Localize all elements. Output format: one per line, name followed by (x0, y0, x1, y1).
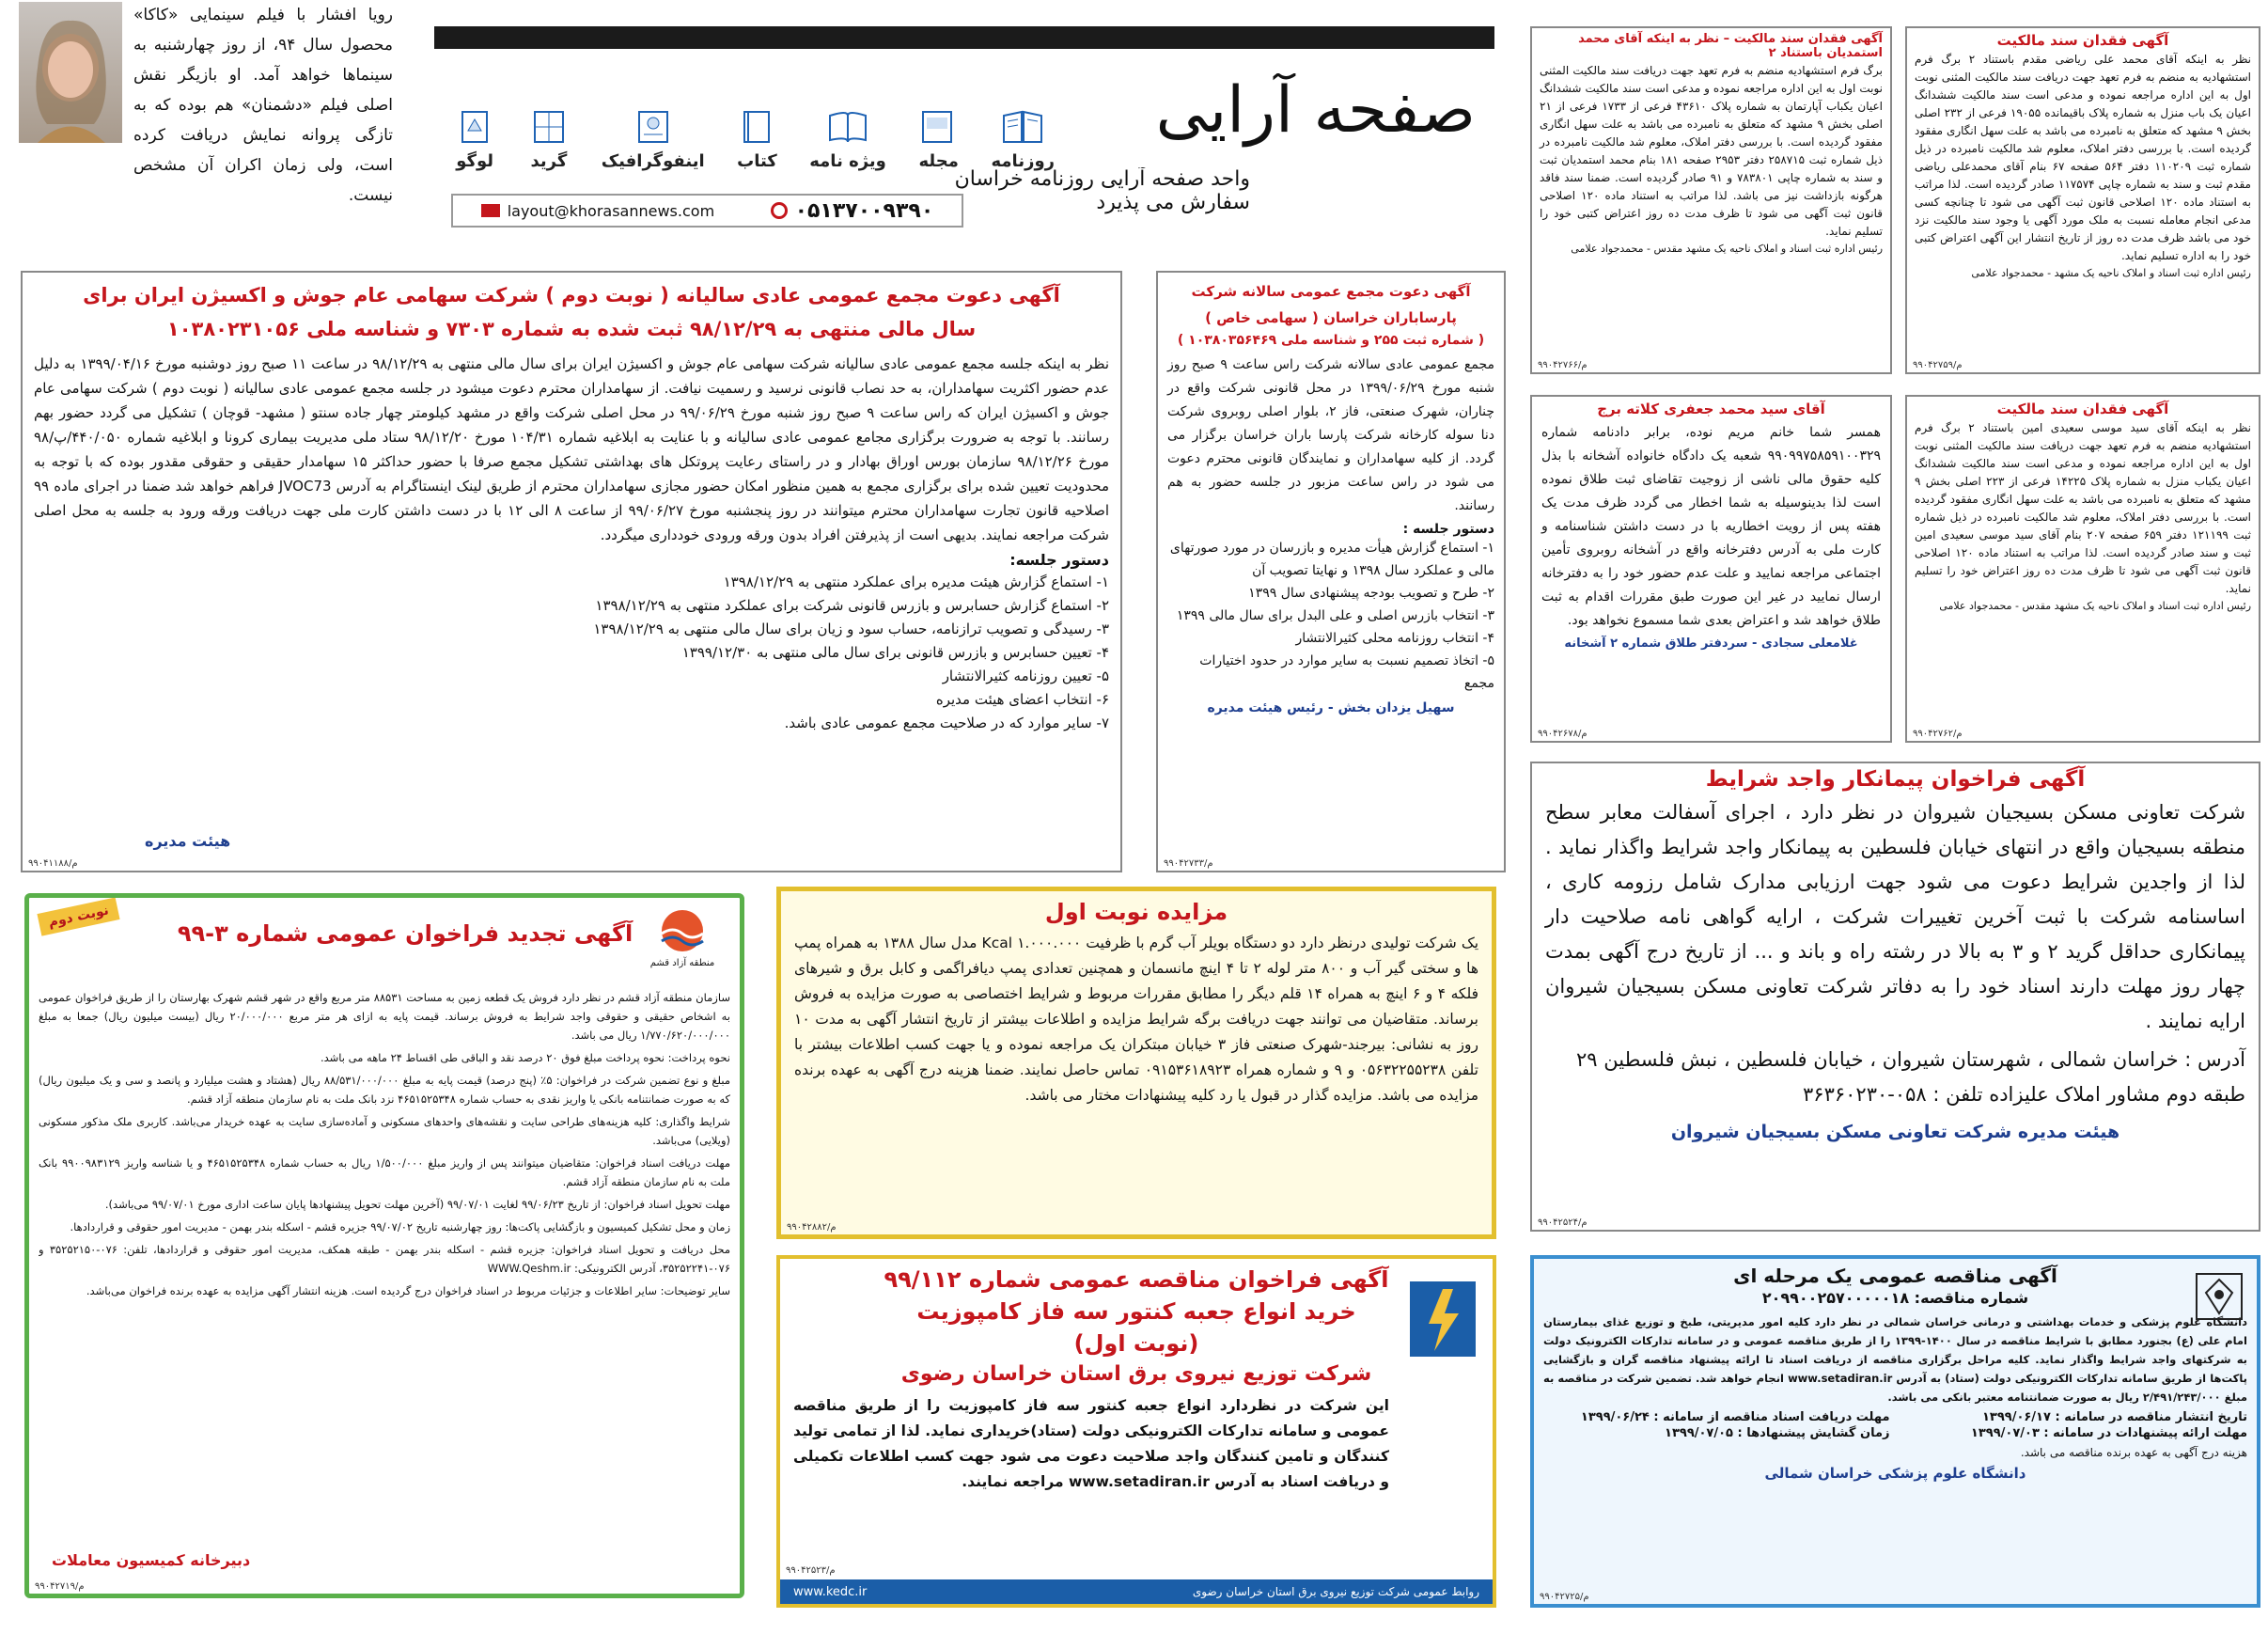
ad-address: آدرس : خراسان شمالی ، شهرستان شیروان ، خیابان فلسطین ، نبش فلسطین ۲۹ طبقه دوم مشاور املاک علیزاده تلفن : ۰۵۸-۳۶۳۶۰۲۳۰ (1576, 1048, 2245, 1106)
ad-title: آگهی فقدان سند مالکیت – نظر به اینکه آقای محمد استمدیان باستناد ۲ (1578, 32, 1883, 60)
ad-signature: هیئت مدیره شرکت تعاونی مسکن بسیجیان شیروان (1670, 1122, 2120, 1142)
ad-body: سازمان منطقه آزاد قشم در نظر دارد فروش یک قطعه زمین به مساحت ۸۸۵۳۱ متر مربع واقع در شهر قشم شهرک بهارستان را از طریق فراخوان عمومی به اشخاص حقیقی و حقوقی واجد شرایط به فروش برساند. قیمت پایه به ازای هر متر مربع ۲۰/۰۰۰/۰۰۰ ریال (بیست میلیون ریال) جمعا به مبلغ ۱/۷۷۰/۶۲۰/۰۰۰/۰۰۰ ریال می باشد. (39, 991, 730, 1042)
ad-lost-deed-3 (1905, 395, 2260, 743)
service-icons (453, 68, 1055, 171)
ad-lost-deed-2 (1530, 26, 1892, 374)
banner-subtitle-line2: سفارش می پذیرد (1096, 191, 1250, 214)
ad-title: آگهی تجدید فراخوان عمومی شماره ۳-۹۹ (177, 920, 633, 947)
banner-subtitle (955, 167, 1250, 214)
agenda-list (1158, 537, 1504, 695)
ad-code: ۹۹۰۴۲۷۶۶/م (1538, 360, 1588, 370)
ad-medical-tender (1530, 1255, 2260, 1608)
service-book (735, 108, 778, 171)
qeshm-logo-icon (654, 907, 711, 954)
ad-code: ۹۹۰۴۲۵۲۳/م (786, 1565, 836, 1576)
page-title: صفحه آرایی (1155, 73, 1476, 148)
org-logo (640, 907, 725, 982)
ad-subtitle: خرید انواع جعبه کنتور سه فاز کامپوزیت (916, 1298, 1356, 1325)
ad-signature: رئیس اداره ثبت اسناد و املاک ناحیه یک مشهد مقدس - محمدجواد علامی (1571, 243, 1883, 255)
org-name: منطقه آزاد قشم (649, 958, 715, 968)
ad-auction (776, 887, 1496, 1239)
service-label: اینفوگرافیک (601, 151, 705, 171)
ad-content (39, 988, 730, 1300)
ad-section: مهلت تحویل اسناد فراخوان: از تاریخ ۹۹/۰۶/۲۳ لغایت ۹۹/۰۷/۰۱ (آخرین مهلت تحویل پیشنهادها پایان ساعت اداری مورخ ۹۹/۰۷/۰۱ می‌باشد). (104, 1198, 730, 1211)
service-label: ویژه نامه (809, 151, 886, 171)
company-logo (1400, 1272, 1485, 1375)
ad-section: شرایط واگذاری: کلیه هزینه‌های طراحی سایت و نقشه‌های واحدهای مسکونی و آماده‌سازی سایت به عهده خریدار می‌باشد. کاربری ملک مذکور مسکونی (ویلایی) می‌باشد. (39, 1115, 730, 1147)
ad-title: مزایده نوبت اول (1044, 899, 1228, 925)
contact-email[interactable]: layout@khorasannews.com (507, 201, 715, 220)
ad-number: شماره مناقصه: ۲۰۹۹۰۰۲۵۷۰۰۰۰۰۱۸ (1761, 1289, 2029, 1307)
agenda-label: دستور جلسه : (1402, 522, 1494, 537)
logo-icon (453, 108, 496, 146)
agenda-item: ۲- طرح و تصویب بودجه پیشنهادی سال ۱۳۹۹ (1248, 586, 1494, 601)
cinema-news (19, 0, 393, 244)
ad-title: آگهی دعوت مجمع عمومی سالانه شرکت پارساباران خراسان ( سهامی خاص ) (1191, 283, 1471, 326)
ad-body: این شرکت در نظردارد انواع جعبه کنتور سه فاز کامپوزیت را از طریق مناقصه عمومی و سامانه تدارکات الکترونیکی دولت (ستاد)خریداری نماید. لذا از تمامی تولید کنندگان و تامین کنندگان واجد صلاحیت دعوت می شود جهت کسب اطلاعات تکمیلی و دریافت اسناد به آدرس www.setadiran.ir مراجعه نمایند. (793, 1397, 1389, 1490)
contact-phone[interactable]: ۰۵۱۳۷۰۰۹۳۹۰ (794, 198, 934, 223)
ad-section: مبلغ و نوع تضمین شرکت در فراخوان: ۵٪ (پنج درصد) قیمت پایه به مبلغ ۸۸/۵۳۱/۰۰۰/۰۰۰ ریال (هشتاد و هشت میلیارد و پانصد و سی و یک میلیون ریال) که به صورت ضمانتنامه بانکی یا واریز نقدی به حساب شماره ۴۶۵۱۵۲۵۳۴۸ نزد بانک ملت به نام سازمان منطقه آزاد قشم. (39, 1074, 730, 1106)
contact-bar (451, 194, 963, 228)
ad-body: دانشگاه علوم پزشکی و خدمات بهداشتی و درمانی خراسان شمالی در نظر دارد کلیه امور مدیریتی، طبخ و توزیع غذای بیمارستان امام علی (ع) بجنورد مطابق با شرایط مناقصه در سال ۱۴۰۰-۱۳۹۹ را از طریق مناقصه عمومی و در سامانه تدارکات الکترونیک دولت به شرکتهای واجد شرایط واگذار نماید. کلیه مراحل برگزاری مناقصه از دریافت اسناد تا ارائه پیشنهاد مناقصه گران و بازگشایی پاکت‌ها از طریق سامانه تدارکات الکترونیکی دولت (ستاد) به آدرس www.setadiran.ir انجام خواهد شد. تضمین شرکت در مناقصه به مبلغ ۲/۴۹۱/۲۴۳/۰۰۰ ریال به صورت ضمانتنامه معتبر بانکی می باشد. (1543, 1315, 2247, 1404)
ad-signature: دبیرخانه کمیسیون معاملات (52, 1551, 251, 1569)
service-label: مجله (918, 151, 959, 171)
ad-code: ۹۹۰۴۲۷۱۹/م (35, 1581, 85, 1592)
ad-signature: دانشگاه علوم پزشکی خراسان شمالی (1764, 1465, 2026, 1482)
ad-lost-deed-1 (1905, 26, 2260, 374)
ad-title: آگهی مناقصه عمومی یک مرحله ای (1733, 1265, 2057, 1287)
service-label: روزنامه (991, 151, 1055, 171)
ad-contractor-call (1530, 762, 2260, 1232)
agenda-item: ۳- انتخاب بازرس اصلی و علی البدل برای سال مالی ۱۳۹۹ (1176, 608, 1494, 623)
service-grid (527, 108, 571, 171)
ad-body: مجمع عمومی عادی سالانه شرکت راس ساعت ۹ صبح روز شنبه مورخ ۱۳۹۹/۰۶/۲۹ در محل قانونی شرکت واقع در چناران، شهرک صنعتی، فاز ۲، بلوار اصلی روبروی شرکت دنا سوله کارخانه شرکت پارسا باران خراسان برگزار می گردد. از کلیه سهامداران و نمایندگان قانونی محترم دعوت می شود در راس ساعت مزبور در جلسه حضور به هم رسانند. (1167, 357, 1494, 513)
ad-title: آگهی فقدان سند مالکیت (1996, 401, 2169, 417)
layout-banner (434, 26, 1494, 237)
ad-company: شرکت توزیع نیروی برق استان خراسان رضوی (900, 1362, 1372, 1386)
ad-qeshm-tender (24, 893, 744, 1598)
ad-code: ۹۹۰۴۲۸۸۲/م (787, 1222, 837, 1233)
ad-body: برگ فرم استشهادیه منضم به فرم تعهد جهت دریافت سند مالکیت المثنی نوبت اول به این اداره مراجعه نموده و مدعی است سند مالکیت ششدانگ اعیان یکباب آپارتمان به شماره پلاک ۴۳۶۱۰ فرعی از ۱۷۳۳ فرعی از ۲۱ اصلی بخش ۹ مشهد که متعلق به نامبرده می باشد به علت سهل انگاری مفقود گردیده است. با بررسی دفتر املاک، معلوم شد مالکیت نامبرده در ذیل شماره ثبت ۲۵۸۷۱۵ دفتر ۲۹۵۳ صفحه ۱۸۱ بنام محمد استمدیان ثبت و سند به شماره چاپی ۷۸۳۸۰۱ و ۹۱ صادر گردیده است. ضمنا سند فاقد هرگونه بازداشت نیز می باشد. لذا مراتب به استناد ماده ۱۲۰ اصلاحی قانون ثبت آگهی می شود تا ظرف مدت ده روز اعتراض کتبی خود را تسلیم نماید. (1540, 64, 1884, 238)
ad-oxygen-agm (21, 271, 1122, 872)
agenda-item: ۶- انتخاب اعضای هیئت مدیره (935, 691, 1109, 708)
agenda-item: ۴- انتخاب روزنامه محلی کثیرالانتشار (1295, 631, 1494, 646)
agenda-item: ۴- تعیین حسابرس و بازرس قانونی برای سال مالی منتهی به ۱۳۹۹/۱۲/۳۰ (681, 644, 1109, 661)
ad-code: ۹۹۰۴۲۷۳۳/م (1164, 858, 1213, 869)
ad-title: آگهی فراخوان مناقصه عمومی شماره ۹۹/۱۱۲ (884, 1266, 1389, 1293)
book-icon (735, 108, 778, 146)
ad-section: محل دریافت و تحویل اسناد فراخوان: جزیره قشم - اسکله بندر بهمن - طبقه همکف، مدیریت امور حقوقی و قراردادها، تلفن: ۰۷۶-۳۵۲۵۲۱۵۰ و ۰۷۶-۳۵۲۵۲۲۴۱، آدرس الکترونیکی: WWW.Qeshm.ir (39, 1243, 730, 1275)
ad-body: نظر به اینکه جلسه مجمع عمومی عادی سالیانه شرکت سهامی عام جوش و اکسیژن ایران برای سال مالی منتهی به ۹۸/۱۲/۲۹ در ساعت ۱۱ صبح روز دوشنبه مورخ ۱۳۹۹/۰۴/۱۶ به دلیل عدم حضور اکثریت سهامداران، به حد نصاب قانونی نرسید و رسمیت نیافت. از سهامداران محترم دعوت میشود در جلسه مجمع عمومی عادی سالیانه ( نوبت دوم ) شرکت سهامی عام جوش و اکسیژن ایران که راس ساعت ۹ صبح روز شنبه مورخ ۹۹/۰۶/۲۹ در محل اصلی شرکت واقع در مشهد کیلومتر چهار جاده سنتو ( مشهد- قوچان ) تشکیل می گردد حضور بهم رسانند. با توجه به ضرورت برگزاری مجامع عمومی عادی سالیانه و با عنایت به ابلاغیه شماره ۱۰۴/۳۱ مورخ ۹۸/۱۲/۲۰ ستاد ملی مدیریت بیماری کرونا و ابلاغیه شماره ۴۴۰/۰۵۰/پ/۹۸ مورخ ۹۸/۱۲/۲۶ سازمان بورس اوراق بهادار و در راستای رعایت پروتکل های بهداشتی تشکیل مجمع صرفا با حضور حداکثر ۱۵ سهامدار حقیقی و حقوقی مقدور بوده که با توجه به محدودیت تعیین شده برای برگزاری مجمع به همین منظور امکان حضور مجازی سهامداران محترم از طریق لینک اینستاگرام به آدرس JVOC73 فراهم خواهد شد ضمنا در اجرای ماده ۹۹ اصلاحیه قانون تجارت سهامداران محترم میتوانند در روز پنجشنبه مورخ ۹۹/۰۶/۲۷ از ساعت ۸ الی ۱۲ با در دست داشتن کارت ملی جهت دریافت ورقه ورود به جلسه به محل اصلی شرکت مراجعه نمایند. بدیهی است از پذیرفتن افراد بدون ورقه ورودی خودداری میگردد. (34, 355, 1110, 543)
ad-body: شرکت تعاونی مسکن بسیجیان شیروان در نظر دارد ، اجرای آسفالت معابر سطح منطقه بسیجیان واقع در انتهای خیابان فلسطین به پیمانکار واجد شرایط واگذار نماید . لذا از واجدین شرایط دعوت می شود جهت ارزیابی مدارک شامل رزومه کاری ، اساسنامه شرکت با ثبت آخرین تغییرات شرکت ، ارایه گواهی نامه صلاحیت دار پیمانکاری حداقل گرید ۲ و ۳ به بالا در رشته راه و باند و ... از تاریخ درج آگهی بمدت چهار روز مهلت دارند اسناد خود را به دفاتر شرکت تعاونی مسکن بسیجیان شیروان ارایه نمایند . (1545, 801, 2245, 1032)
agenda-item: ۵- اتخاذ تصمیم نسبت به سایر موارد در حدود اختیارات مجمع (1199, 653, 1494, 691)
university-logo-icon (2191, 1268, 2247, 1325)
agenda-item: ۲- استماع گزارش حسابرس و بازرس قانونی شرکت برای عملکرد منتهی به ۱۳۹۸/۱۲/۲۹ (595, 597, 1109, 614)
ad-title: آگهی فقدان سند مالکیت (1996, 32, 2169, 49)
ad-round: (نوبت اول) (1073, 1330, 1199, 1357)
tender-date: مهلت دریافت اسناد مناقصه از سامانه : ۱۳۹۹/۰۶/۲۴ (1580, 1410, 1890, 1424)
agenda-item: ۱- استماع گزارش هیأت مدیره و بازرسان در مورد صورتهای مالی و عملکرد سال ۱۳۹۸ و نهایتا تصویب آن (1169, 541, 1494, 578)
ad-signature: سهیل یزدان بخش - رئیس هیئت مدیره (1207, 700, 1455, 715)
agenda-item: ۱- استماع گزارش هیئت مدیره برای عملکرد منتهی به ۱۳۹۸/۱۲/۲۹ (723, 573, 1109, 590)
tender-date: زمان گشایش پیشنهادها : ۱۳۹۹/۰۷/۰۵ (1665, 1426, 1890, 1440)
ad-code: ۹۹۰۴۲۵۲۴/م (1538, 1218, 1588, 1228)
ad-note: هزینه درج آگهی به عهده برنده مناقصه می باشد. (2020, 1446, 2247, 1459)
grid-icon (527, 108, 571, 146)
ad-body: همسر شما خانم مریم نوده، برابر دادنامه شماره ۹۹۰۹۹۷۵۸۵۹۱۰۰۳۲۹ شعبه یک دادگاه خانواده آشخانه با بذل کلیه حقوق مالی ناشی از زوجیت تقاضای ثبت طلاق نموده است لذا بدینوسیله به شما اخطار می گردد ظرف مدت یک هفته پس از رویت اخطاریه با در دست داشتن شناسنامه و کارت ملی به آدرس دفترخانه واقع در آشخانه روبروی تأمین اجتماعی مراجعه نمایید و علت عدم حضور خود را به دفترخانه ارسال نمایید در غیر این صورت طبق مقررات اقدام به ثبت طلاق خواهد شد و اعتراض بعدی شما مسموع نخواهد بود. (1541, 425, 1881, 628)
service-logo (453, 108, 496, 171)
service-special-issue (809, 108, 886, 171)
round-badge: نوبت دوم (37, 897, 119, 935)
service-label: لوگو (456, 151, 493, 171)
ad-signature: هیئت مدیره (145, 832, 231, 850)
ad-section: مهلت دریافت اسناد فراخوان: متقاضیان میتوانند پس از واریز مبلغ ۱/۵۰۰/۰۰۰ ریال به حساب شماره ۴۶۵۱۵۲۵۳۴۸ و یا شناسه واریز ۹۹۰۰۹۸۳۱۲۹ بانک ملت به نام سازمان منطقه آزاد قشم. (39, 1156, 730, 1188)
agenda-list (23, 571, 1120, 735)
special-issue-icon (826, 108, 869, 146)
infographic-icon (632, 108, 675, 146)
ad-code: ۹۹۰۴۲۷۲۵/م (1540, 1592, 1589, 1602)
service-newspaper (992, 108, 1056, 171)
service-label: کتاب (737, 151, 777, 171)
ad-title: آقای سید محمد جعفری کلاته برج (1597, 401, 1825, 417)
tender-dates (1534, 1408, 2257, 1442)
email-icon (481, 204, 500, 217)
banner-top-bar (434, 26, 1494, 49)
agenda-item: ۳- رسیدگی و تصویب ترازنامه، حساب سود و زیان برای سال مالی منتهی به ۱۳۹۸/۱۲/۲۹ (593, 621, 1109, 637)
ad-meter-tender (776, 1255, 1496, 1608)
ad-divorce-notice (1530, 395, 1892, 743)
ad-body: یک شرکت تولیدی درنظر دارد دو دستگاه بویلر آب گرم با ظرفیت ۱.۰۰۰.۰۰۰ Kcal مدل سال ۱۳۸۸ به همراه پمپ ها و سختی گیر آب و ۸۰۰ متر لوله ۲ تا ۴ اینچ مانسمان و همچنین تعدادی پمپ دیافراگمی و کابل برق و شیرهای فلکه ۴ و ۶ اینچ به همراه ۱۴ قلم دیگر را مطابق مقررات مربوط و شرایط اختصاصی به صورت مزایده به فروش برساند. متقاضیان می توانند جهت دریافت برگه شرایط مزایده و اطلاعات بیشتر از تاریخ انتشار آگهی به مدت ۱۰ روز به نشانی: بیرجند-شهرک صنعتی فاز ۳ خیابان مبتکران یک مراجعه نموده و یا جهت کسب اطلاعات بیشتر با تلفن ۰۵۶۳۲۲۵۵۲۳۸ و ۹ و شماره همراه ۰۹۱۵۳۶۱۸۹۲۳ تماس حاصل نمایند. ضمنا هزینه درج آگهی به عهده برنده مزایده می باشد. مزایده گذار در قبول یا رد کلیه پیشنهادات مختار می باشد. (794, 935, 1479, 1104)
tender-date: مهلت ارائه پیشنهادات در سامانه : ۱۳۹۹/۰۷/۰۳ (1970, 1426, 2247, 1440)
ad-signature: غلامعلی سجادی - سردفتر طلاق شماره ۲ آشخانه (1564, 636, 1858, 651)
cinema-news-text: رویا افشار با فیلم سینمایی «کاکا» محصول سال ۹۴، از روز چهارشنبه به سینماها خواهد آمد. او بازیگر نقش اصلی فیلم «دشمنان» هم بوده که به تازگی پروانه نمایش دریافت کرده است، ولی زمان اکران آن مشخص نیست. (133, 6, 393, 205)
footer-website[interactable]: www.kedc.ir (793, 1584, 868, 1599)
ad-body: نظر به اینکه آقای محمد علی ریاضی مقدم باستناد ۲ برگ فرم استشهادیه به منضم به فرم تعهد جهت دریافت سند مالکیت المثنی نوبت اول به این اداره مراجعه نموده و مدعی است سند مالکیت ششدانگ اعیان یک باب منزل به شماره پلاک باقیمانده ۱۹۰۵۵ فرعی از ۲۳۲ اصلی بخش ۹ مشهد که متعلق به نامبرده می باشد به علت سهل انگاری مفقود گردیده است. با بررسی دفتر املاک، معلوم شد مالکیت نامبرده در ذیل شماره ثبت ۱۱۰۲۰۹ دفتر ۵۶۴ صفحه ۶۷ بنام آقای محمدعلی ریاضی مقدم ثبت و سند به شماره چاپی ۱۱۷۵۷۴ صادر گردیده است. لذا مراتب به استناد ماده ۱۲۰ اصلاحی قانون ثبت آگهی می شود تا چنانچه کسی مدعی انجام معامله نسبت به ملک مورد آگهی یا وجود سند مالکیت نزد خود می باشد ظرف مدت ده روز از تاریخ انتشار این آگهی اعتراض کتبی خود را به اداره تسلیم نماید. (1915, 53, 2252, 262)
agenda-label: دستور جلسه: (1009, 551, 1109, 569)
ad-section: زمان و محل تشکیل کمیسیون و بازگشایی پاکت‌ها: روز چهارشنبه تاریخ ۹۹/۰۷/۰۲ جزیره قشم - اسکله بندر بهمن - مدیریت امور حقوقی و قراردادها. (70, 1220, 730, 1233)
agenda-item: ۵- تعیین روزنامه کثیرالانتشار (942, 668, 1109, 684)
service-infographic (602, 108, 705, 171)
phone-icon (771, 202, 788, 219)
ad-subtitle: ( شماره ثبت ۲۵۵ و شناسه ملی ۱۰۳۸۰۳۵۶۴۶۹ ) (1177, 333, 1485, 348)
ad-code: ۹۹۰۴۲۶۷۸/م (1538, 729, 1588, 739)
service-magazine (917, 108, 961, 171)
banner-subtitle-line1: واحد صفحه آرایی روزنامه خراسان (954, 167, 1250, 191)
ad-code: ۹۹۰۴۱۱۸۸/م (28, 858, 78, 869)
newspaper-icon (1001, 108, 1044, 146)
ad-signature: رئیس اداره ثبت اسناد و املاک ناحیه یک مشهد - محمدجواد علامی (1971, 267, 2251, 279)
agenda-item: ۷- سایر موارد که در صلاحیت مجمع عمومی عادی باشد. (784, 715, 1109, 731)
ad-title: آگهی فراخوان پیمانکار واجد شرایط (1705, 767, 2086, 792)
ad-code: ۹۹۰۴۲۷۶۲/م (1913, 729, 1963, 739)
service-label: گرید (530, 151, 568, 171)
ad-title: آگهی دعوت مجمع عمومی عادی سالیانه ( نوبت دوم ) شرکت سهامی عام جوش و اکسیژن ایران برای سال مالی منتهی به ۹۸/۱۲/۲۹ ثبت شده به شماره ۷۳۰۳ و شناسه ملی ۱۰۳۸۰۲۳۱۰۵۶ (83, 284, 1060, 340)
tender-date: تاریخ انتشار مناقصه در سامانه : ۱۳۹۹/۰۶/۱۷ (1981, 1410, 2247, 1424)
magazine-icon (917, 108, 961, 146)
ad-signature: رئیس اداره ثبت اسناد و املاک ناحیه یک مشهد مقدس - محمدجواد علامی (1939, 600, 2251, 612)
ad-section: سایر توضیحات: سایر اطلاعات و جزئیات مربوط در اسناد فراخوان درج گردیده است. هزینه انتشار آگهی مزایده به عهده برنده فراخوان می‌باشد. (86, 1284, 730, 1297)
ad-code: ۹۹۰۴۲۷۵۹/م (1913, 360, 1963, 370)
power-company-logo-icon (1400, 1272, 1485, 1375)
ad-footer (780, 1579, 1493, 1604)
ad-body: نظر به اینکه آقای سید موسی سعیدی امین باستناد ۲ برگ فرم استشهادیه منضم به فرم تعهد جهت دریافت سند مالکیت المثنی نوبت اول به این اداره مراجعه نموده و مدعی است سند مالکیت ششدانگ اعیان یکباب منزل به شماره پلاک ۱۴۲۲۵ فرعی از ۲۲۳ اصلی بخش ۹ مشهد که متعلق به نامبرده می باشد به علت سهل انگاری مفقود گردیده است. با بررسی دفتر املاک، معلوم شد مالکیت نامبرده در ذیل شماره ثبت ۱۲۱۱۹۹ دفتر ۶۵۹ صفحه ۲۰۷ بنام آقای سید موسی سعیدی امین ثبت و سند صادر گردیده است. لذا مراتب به استناد ماده ۱۲۰ اصلاحی قانون ثبت آگهی می شود تا ظرف مدت ده روز اعتراض خود را تسلیم نماید. (1915, 421, 2252, 595)
ad-parsabaran-agm (1156, 271, 1506, 872)
ad-section: نحوه پرداخت: نحوه پرداخت مبلغ فوق ۲۰ درصد نقد و الباقی طی اقساط ۲۴ ماهه می باشد. (320, 1051, 730, 1064)
footer-text: روابط عمومی شرکت توزیع نیروی برق استان خراسان رضوی (1192, 1585, 1479, 1598)
university-logo (2191, 1268, 2247, 1325)
